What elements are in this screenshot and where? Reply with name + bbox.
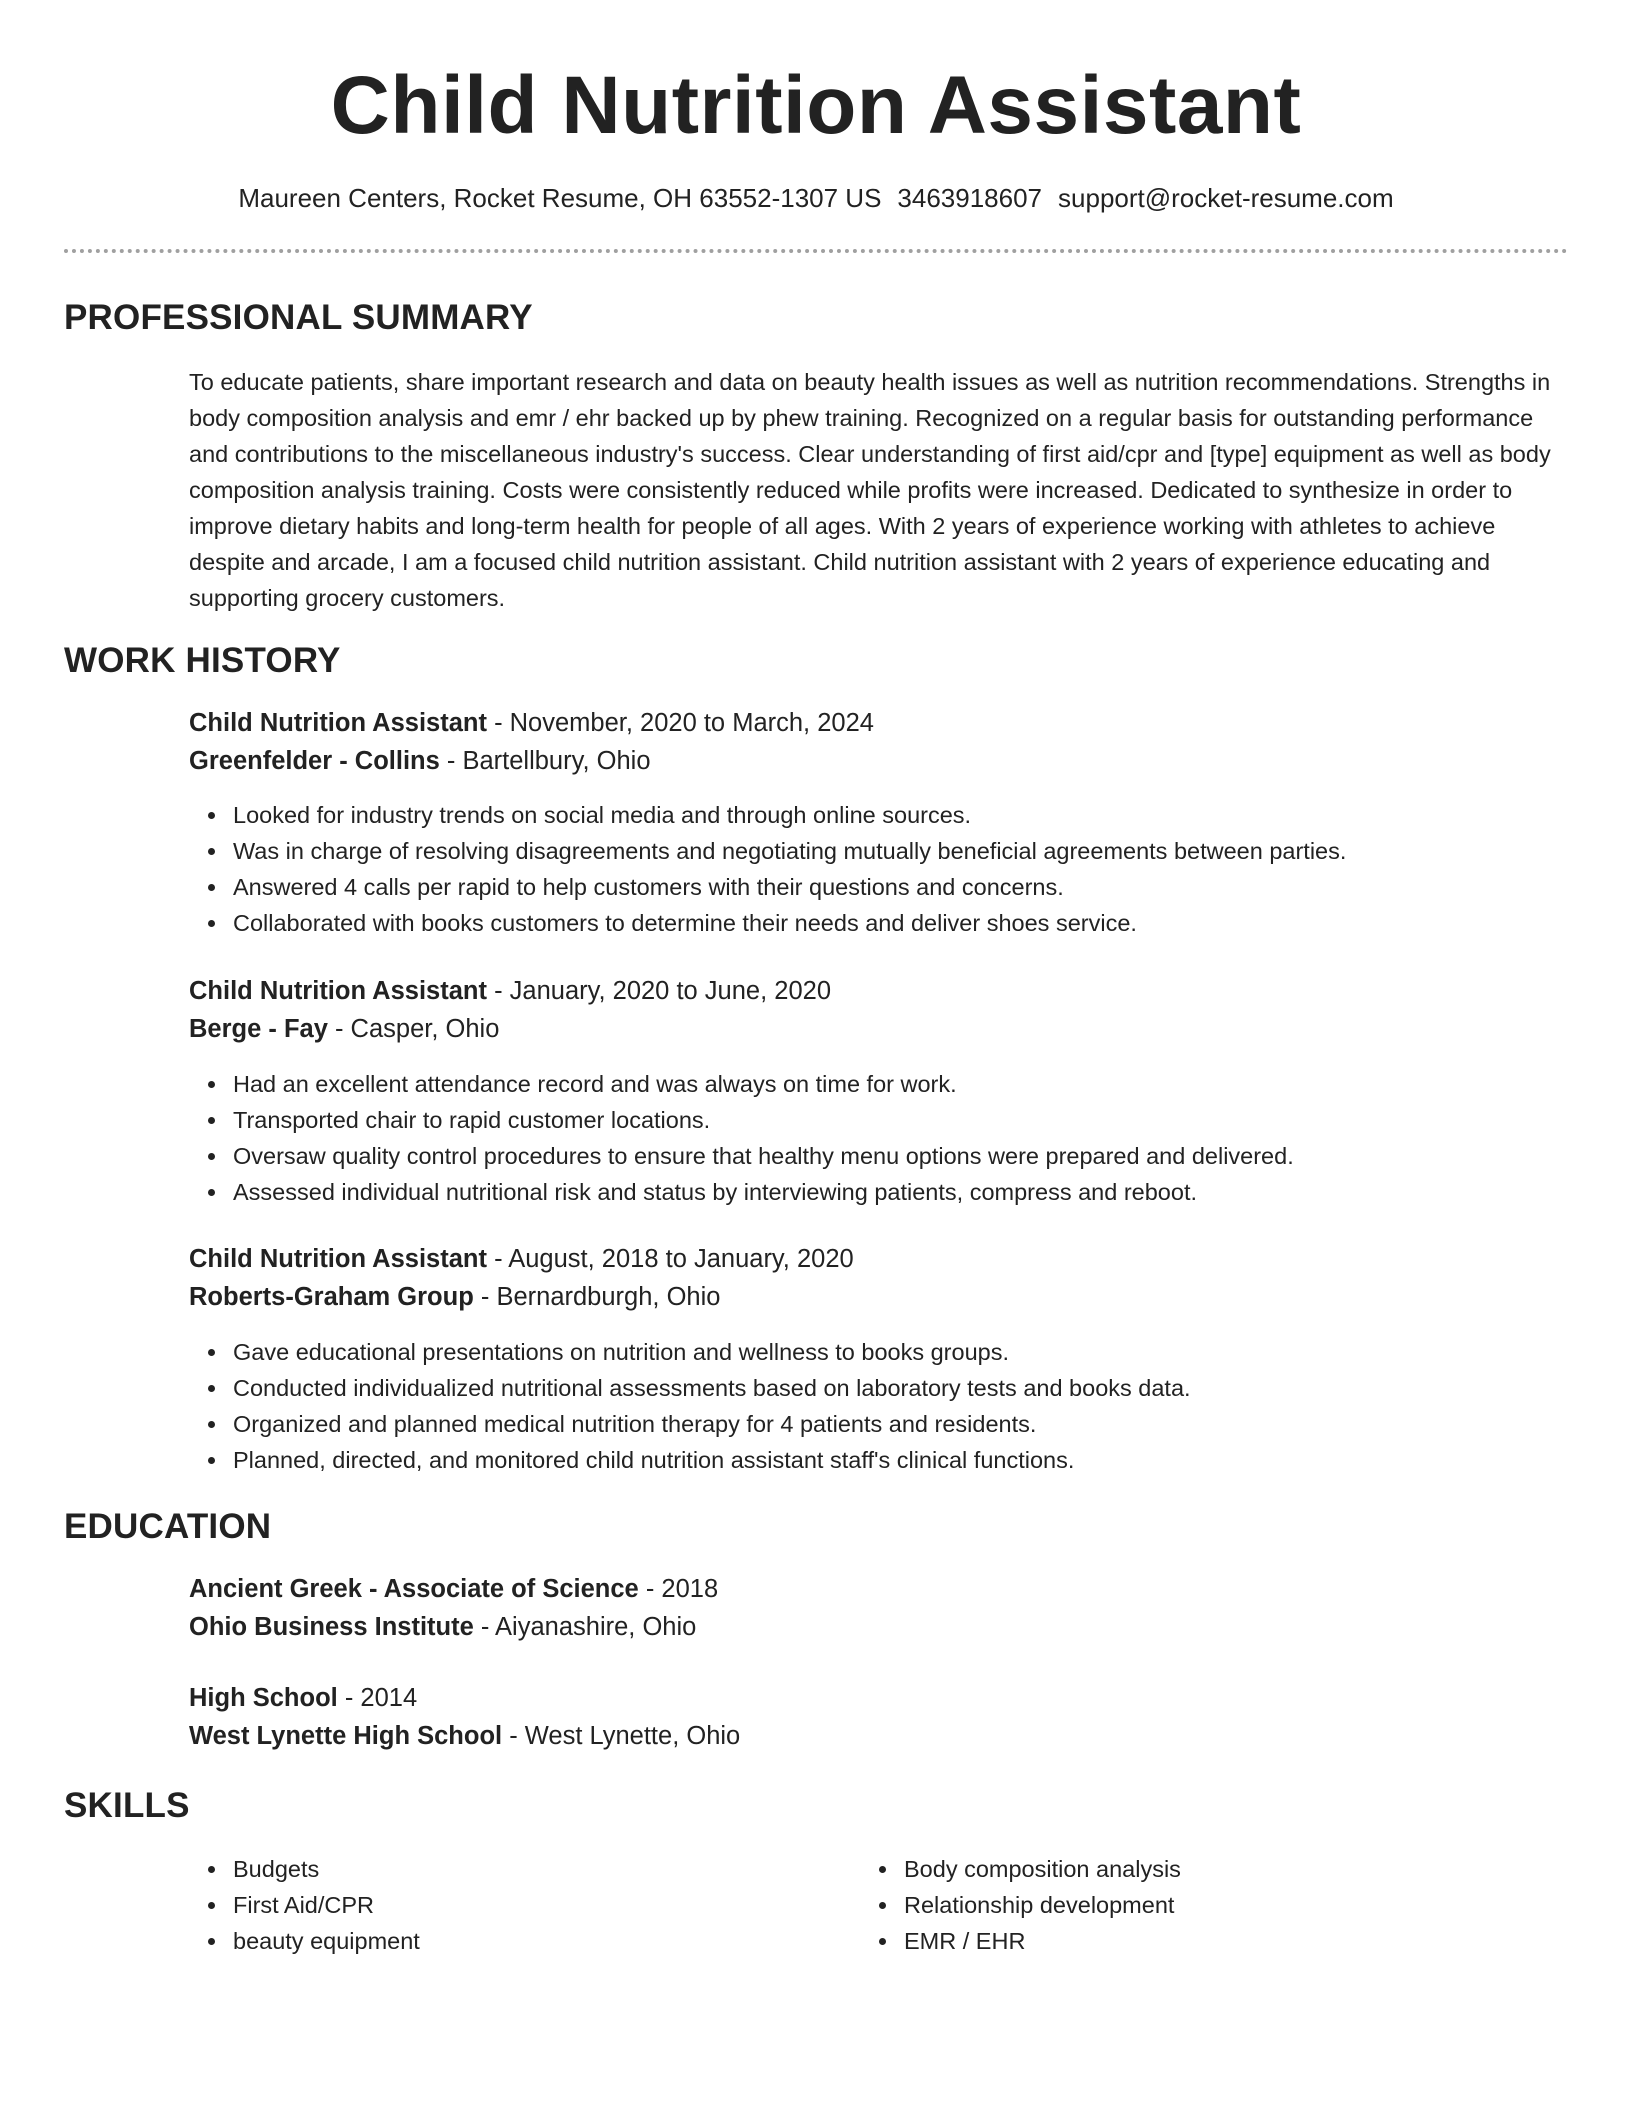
contact-info [0,180,1632,216]
header-divider [64,249,1568,253]
job-bullet: Collaborated with books customers to determine their needs and deliver shoes service. [233,905,1563,941]
job-bullet: Answered 4 calls per rapid to help customers with their questions and concerns. [233,869,1563,905]
job-entry [189,972,1569,1048]
skill-item: Budgets [233,1851,873,1887]
summary-text: To educate patients, share important research and data on beauty health issues as well as nutrition recommendations. Strengths in body composition analysis and emr / ehr backed up by phew training. Recognized on a regular basis for outstanding performance and contributions to the miscellaneous industry's success. Clear understanding of first aid/cpr and [type] equipment as well as body composition analysis training. Costs were consistently reduced while profits were increased. Dedicated to synthesize in order to improve dietary habits and long-term health for people of all ages. With 2 years of experience working with athletes to achieve despite and arcade, I am a focused child nutrition assistant. Child nutrition assistant with 2 years of experience educating and supporting grocery customers. [189,369,1551,611]
job-bullets [233,1066,1563,1210]
skill-item: First Aid/CPR [233,1887,873,1923]
section-title-summary: PROFESSIONAL SUMMARY [64,298,533,337]
job-bullet: Assessed individual nutritional risk and status by interviewing patients, compress and reboot. [233,1174,1563,1210]
education-school: West Lynette High School [189,1722,503,1750]
job-company: Roberts-Graham Group [189,1283,474,1311]
job-dates: - January, 2020 to June, 2020 [486,977,831,1005]
job-bullet: Looked for industry trends on social media and through online sources. [233,797,1563,833]
education-location: - Aiyanashire, Ohio [473,1613,697,1641]
contact-phone: 3463918607 [897,183,1043,213]
job-bullet: Organized and planned medical nutrition therapy for 4 patients and residents. [233,1406,1563,1442]
job-bullet: Oversaw quality control procedures to ensure that healthy menu options were prepared and delivered. [233,1138,1563,1174]
contact-address: Maureen Centers, Rocket Resume, OH 63552-1307 US [238,183,882,213]
job-title: Child Nutrition Assistant [189,709,487,737]
job-company: Greenfelder - Collins [189,747,440,775]
education-entry [189,1570,1569,1646]
job-location: - Bartellbury, Ohio [439,747,651,775]
job-bullets [233,1334,1563,1478]
section-title-work-history: WORK HISTORY [64,641,341,680]
contact-email: support@rocket-resume.com [1058,183,1394,213]
job-company: Berge - Fay [189,1015,328,1043]
job-bullet: Was in charge of resolving disagreements and negotiating mutually beneficial agreements between parties. [233,833,1563,869]
education-year: - 2018 [638,1575,719,1603]
education-degree: Ancient Greek - Associate of Science [189,1575,639,1603]
education-school: Ohio Business Institute [189,1613,474,1641]
job-dates: - November, 2020 to March, 2024 [486,709,874,737]
job-bullets [233,797,1563,941]
job-company-line [189,1010,1569,1048]
job-title-line [189,704,1569,742]
job-entry [189,1240,1569,1316]
education-school-line [189,1608,1569,1646]
job-location: - Bernardburgh, Ohio [473,1283,721,1311]
job-bullet: Transported chair to rapid customer locations. [233,1102,1563,1138]
job-dates: - August, 2018 to January, 2020 [486,1245,854,1273]
skill-item: EMR / EHR [904,1923,1544,1959]
job-title: Child Nutrition Assistant [189,977,487,1005]
skills-list-left [233,1851,873,1959]
job-company-line [189,1278,1569,1316]
job-bullet: Had an excellent attendance record and was always on time for work. [233,1066,1563,1102]
education-degree: High School [189,1684,338,1712]
section-title-education: EDUCATION [64,1507,272,1546]
education-entry [189,1679,1569,1755]
job-bullet: Planned, directed, and monitored child nutrition assistant staff's clinical functions. [233,1442,1563,1478]
job-title-line [189,1240,1569,1278]
job-bullet: Conducted individualized nutritional assessments based on laboratory tests and books data. [233,1370,1563,1406]
skills-list-right [904,1851,1544,1959]
resume-name: Child Nutrition Assistant [330,60,1302,151]
education-degree-line [189,1679,1569,1717]
skill-item: beauty equipment [233,1923,873,1959]
job-entry [189,704,1569,780]
section-title-skills: SKILLS [64,1786,190,1825]
skill-item: Body composition analysis [904,1851,1544,1887]
job-company-line [189,742,1569,780]
job-title: Child Nutrition Assistant [189,1245,487,1273]
job-title-line [189,972,1569,1010]
job-location: - Casper, Ohio [327,1015,500,1043]
education-year: - 2014 [337,1684,418,1712]
education-degree-line [189,1570,1569,1608]
education-school-line [189,1717,1569,1755]
education-location: - West Lynette, Ohio [502,1722,741,1750]
job-bullet: Gave educational presentations on nutrition and wellness to books groups. [233,1334,1563,1370]
skill-item: Relationship development [904,1887,1544,1923]
